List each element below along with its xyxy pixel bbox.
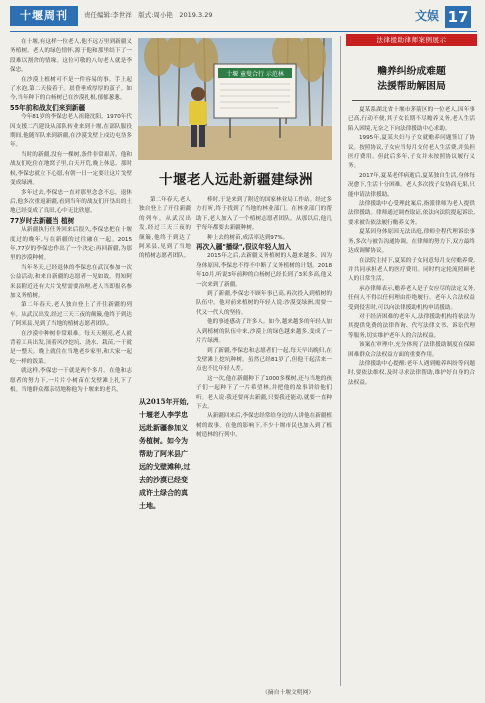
article-paragraph: 夏某因身体原因无法出庭,律师全程代理诉讼事务,多次与被告沟通协调。在律师的努力下,双方最终达成调解协议。 (348, 229, 475, 255)
photo-illustration (138, 38, 332, 160)
article-paragraph: 到了新疆,李保忠不顾年事已高,再次投入到植树的队伍中。他对前来植树的年轻人说:沙漠变绿洲,需要一代又一代人的坚持。 (196, 291, 332, 316)
sidebar-title (346, 64, 477, 94)
article-paragraph: 第二年春天,老人独自登上了开往新疆的列车。从武汉出发,经过三天三夜的颠簸,他终于到达了阿米县,见到了当地的植树志愿者团队。 (139, 197, 191, 260)
column-divider (340, 36, 341, 686)
pull-quote: 从2015年开始,十堰老人李学忠远赴新疆参加义务植树。如今为帮助了阿米县广远的戈壁滩种,过去的沙漠已经变成许土绿合的真土地。 (139, 397, 191, 510)
subheading: 55年前和战友们来到新疆 (10, 103, 86, 112)
page-number: 17 (445, 6, 471, 28)
article-paragraph: 法律援助中心受理此案后,指派律师为老人提供法律援助。律师通过调查取证,依法向法院提起诉讼,要求被告依法履行赡养义务。 (348, 201, 475, 226)
article-paragraph: 他的事迹感动了许多人。如今,越来越多的年轻人加入到植树的队伍中来,沙漠上的绿色越来越多,变成了一片片绿洲。 (196, 319, 332, 345)
article-paragraph: 从新疆回来后,李保忠经常给身边的人讲他在新疆植树的故事。在他的影响下,不少十堰市民也加入到了植树造林的行列中。 (196, 413, 332, 439)
article-paragraph: 法律援助中心提醒:老年人遇到赡养纠纷等问题时,要依法维权,及时寻求法律帮助,维护好自身的合法权益。 (348, 360, 475, 386)
article-paragraph: 1995年,夏某夫妇与子女就赡养问题签订了协议。按照协议,子女应当每月支付老人生活费,并负担医疗费用。但此后多年,子女并未按照协议履行义务。 (348, 135, 475, 170)
article-paragraph: 多年过去,李保忠一直对那里念念不忘。退休后,他多次重返新疆,看到当年的战友们开垦出的土地已经变成了良田,心中无比欣慰。 (10, 189, 132, 215)
article-paragraph: 在沙漠上植树可不是一件容易的事。手上起了水泡,第二天接着干。晨昏垂成厚厚的茧子。如今,当年种下的白杨树已在沙漠扎根,郁郁葱葱。 (10, 76, 132, 102)
article-paragraph: 承办律师表示,赡养老人是子女应尽的法定义务,任何人不得以任何理由拒绝履行。老年人合法权益受到侵害时,可以向法律援助机构申请援助。 (348, 285, 475, 311)
article-paragraph: 当年冬天,已经退休的李保忠在武汉参加一次公益活动,和来自新疆的志愿者一见如故。得知阿米县附近还有大片戈壁需要治理,老人当即报名参加义务植树。 (10, 264, 132, 299)
article-photo (138, 38, 332, 160)
article-column-2-left (139, 196, 191, 391)
article-paragraph: 棒时,于是来到了附近的国家林业局工作站。经过多方打听,终于找到了当地的林业部门。在林业部门的帮助下,老人加入了一个植树志愿者团队。从那以后,他几乎每年都要去新疆种树。 (196, 197, 332, 232)
article-paragraph: 从新疆执行任务回来后很久,李保忠把在十堰度过的晚年,与在新疆的过往融在一起。2015年,77岁的李保忠作出了一个决定:再回新疆,为那里的沙漠种树。 (10, 227, 132, 262)
article-paragraph: 在十堰,有这样一位老人,他不远万里到新疆义务植树。老人的绿色情怀,源于他和那里结下了一段难以割舍的情缘。这位可敬的八旬老人就是李保忠。 (10, 39, 132, 74)
article-headline: 十堰老人远赴新疆建绿洲 (159, 172, 313, 188)
article-paragraph: 在沙漠中种树非常艰难。每天天刚亮,老人就背着工具出发,顶着风沙挖坑、浇水、栽苗,一干就是一整天。晚上就住在当地老乡家里,和大家一起吃一样的饭菜。 (10, 330, 132, 365)
article-paragraph: 到了新疆,李保忠和志愿者们一起,每天早出晚归,在戈壁滩上挖坑种树。虽然已经81岁了,但他干起活来一点也不比年轻人差。 (196, 347, 332, 373)
header-rule (10, 31, 477, 32)
page-header (0, 0, 485, 34)
editor-credits: 责任编辑:李世祥 版式:周小艳 2019.3.29 (84, 11, 213, 19)
article-paragraph: 今年81岁的李保忠老人祖籍沈阳。1970年代因支援二汽建设从部队转业来到十堰,在部队服役期间,他随军队来到新疆,在沙漠戈壁上戍边屯垦多年。 (10, 114, 132, 149)
masthead-logo: 十堰周刊 (10, 6, 78, 26)
article-paragraph: 在法院主持下,夏某的子女同意每月支付赡养费,并共同承担老人的医疗费用。同时约定轮流照顾老人的日常生活。 (348, 257, 475, 283)
article-paragraph: 就这样,李保忠一干就是两个多月。在他和志愿者的努力下,一片片小树苗在戈壁滩上扎下了根。当地群众都亲切地称他为十堰来的老兵。 (10, 368, 132, 394)
article-paragraph: 夏某系湖北省十堰市茅箭区的一位老人,因年事已高,行动不便,其子女长期不尽赡养义务,老人生活陷入困境,无奈之下向法律援助中心求助。 (348, 107, 475, 132)
subheading: 再次入疆"播绿",很议年轻人加入 (196, 243, 292, 252)
article-column-1 (10, 38, 132, 683)
article-paragraph: 2015年之后,去新疆义务植树的人越来越多。因为身体原因,李保忠不得不中断了义务植树的计划。2018年10月,听说3年前种的白杨树已经长到了3米多高,他又一次来到了新疆。 (196, 253, 332, 288)
subheading: 77岁时去新疆当 植树 (10, 216, 75, 225)
section-name: 文娱 (414, 9, 439, 23)
sidebar-rule (352, 100, 471, 101)
sign-text: 十堰 童叟合行 示范林 (226, 71, 284, 78)
article-paragraph: 第二年春天,老人独自登上了开往新疆的列车。从武汉出发,经过三天三夜的颠簸,他终于到达了阿米县,见到了当地的植树志愿者团队。 (10, 302, 132, 328)
article-paragraph: 2017年,夏某老伴病逝后,夏某独自生活,身体每况愈下,生活十分困难。老人多次找子女协商无果,只能申请法律援助。 (348, 172, 475, 198)
source-note: （摘自十堰文明网） (262, 690, 315, 696)
sidebar-title-line-1: 赡养纠纷成难题 (377, 66, 446, 77)
article-column-2 (196, 196, 332, 686)
article-paragraph: 该案在审理中,充分体现了法律援助制度在保障困难群众合法权益方面的重要作用。 (348, 342, 475, 358)
article-paragraph: 种上去的树苗,成活率达到97%。 (207, 234, 289, 241)
article-paragraph: 这一次,他在新疆种下了1000多棵树,还与当地的孩子们一起种下了一片希望林,并把他的故事讲给他们听。老人说:我还要再去新疆,只要我还能动,就要一直种下去。 (196, 375, 332, 410)
sidebar-title-line-2: 法援帮助解困局 (377, 81, 446, 92)
sidebar-column (348, 106, 475, 694)
article-paragraph: 对于经济困难的老年人,法律援助机构将依法为其提供免费的法律咨询、代写法律文书、诉讼代理等服务,切实维护老年人的合法权益。 (348, 313, 475, 339)
article-paragraph: 当时的新疆,没有一棵树,条件非常艰苦。他和战友们吃住在地窝子里,白天开荒,晚上休息。那时候,李保忠就立下心愿,有朝一日一定要让这片戈壁变成绿洲。 (10, 151, 132, 187)
sidebar-banner: 法律援助律师案例展示 (346, 34, 477, 46)
